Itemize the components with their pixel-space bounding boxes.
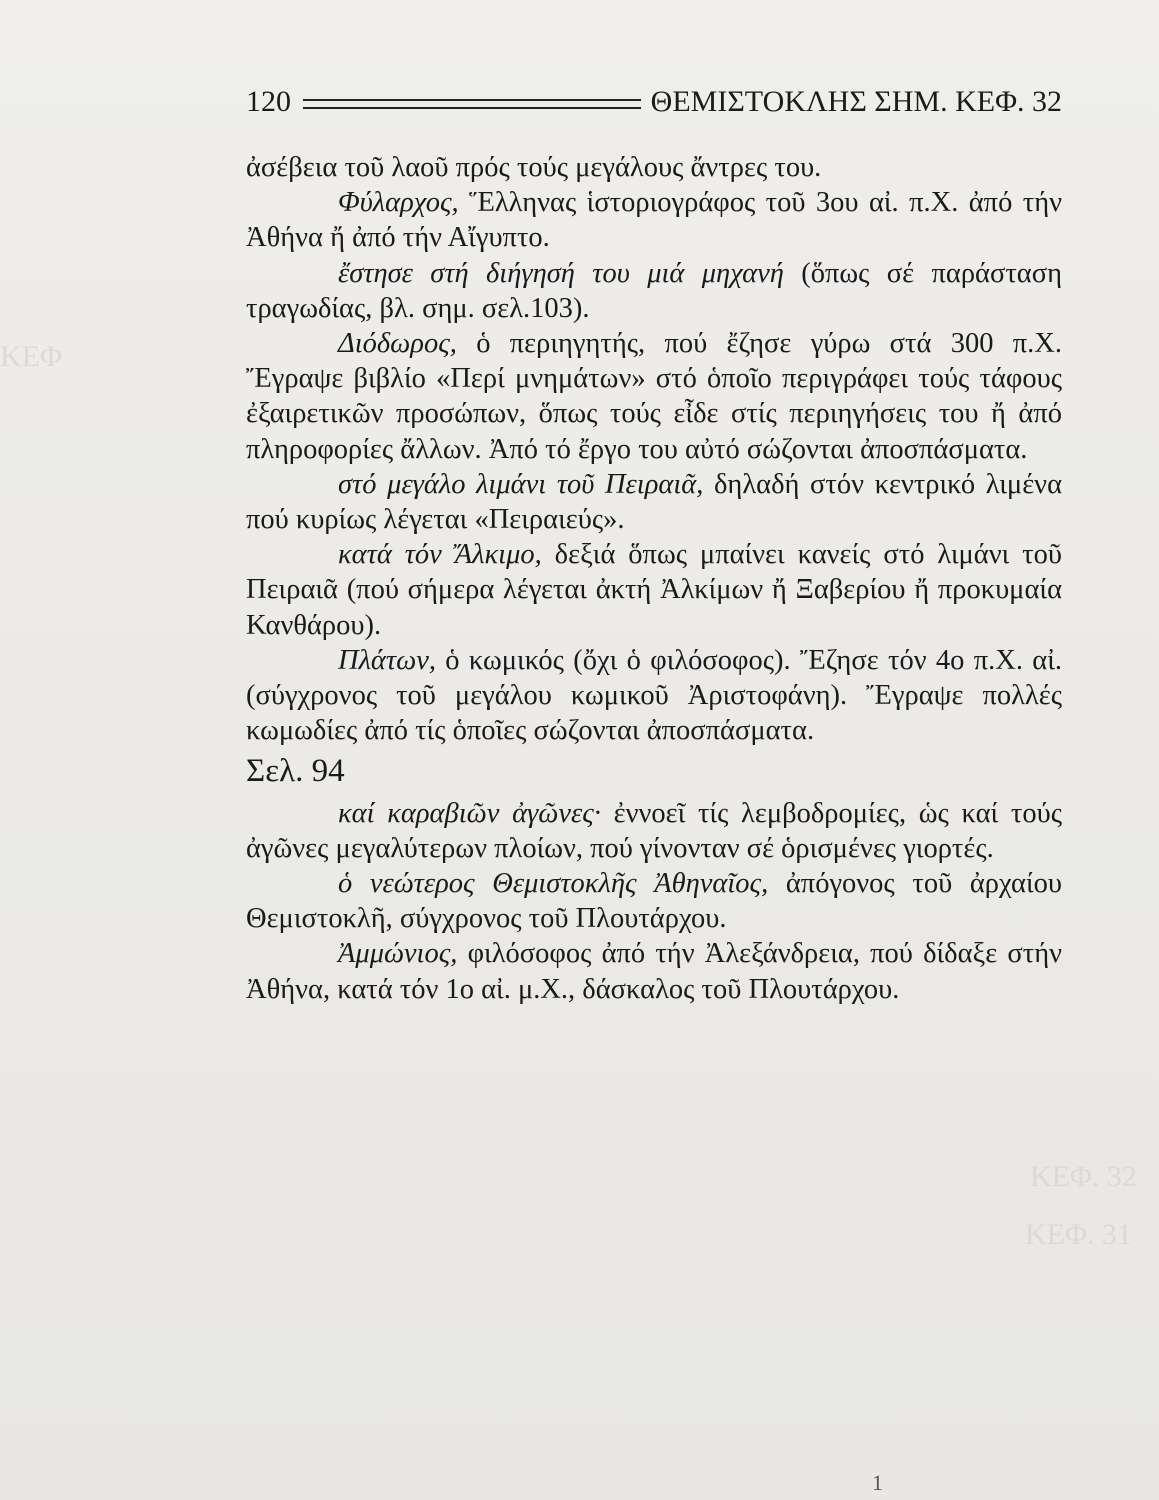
paragraph: Ἀμμώνιος, φιλόσοφος ἀπό τήν Ἀλεξάνδρεια, πού δίδαξε στήν Ἀθήνα, κατά τόν 1ο αἰ. μ.Χ., δάσκαλος τοῦ Πλουτάρχου. (246, 938, 1062, 1005)
lemma: κατά τόν Ἄλκιμο, (338, 539, 542, 571)
header-rule (303, 99, 641, 109)
lemma: ὁ νεώτερος Θεμιστοκλῆς Ἀθηναῖος, (338, 868, 769, 900)
paragraph: κατά τόν Ἄλκιμο, δεξιά ὅπως μπαίνει κανείς στό λιμάνι τοῦ Πειραιᾶ (πού σήμερα λέγεται ἀκτή Ἀλκίμων ἤ Ξαβερίου ἤ προκυμαία Κανθάρου). (246, 539, 1062, 641)
bleed-through-mark-right-1: ΚΕΦ. 32 (1030, 1160, 1137, 1193)
paragraph: Πλάτων, ὁ κωμικός (ὄχι ὁ φιλόσοφος). Ἔζησε τόν 4ο π.Χ. αἰ. (σύγχρονος τοῦ μεγάλου κωμικοῦ Ἀριστοφάνη). Ἔγραψε πολλές κωμωδίες ἀπό τίς ὁποῖες σώζονται ἀποσπάσματα. (246, 644, 1062, 747)
running-header (246, 82, 1062, 122)
lemma: καί καραβιῶν ἀγῶνες· (338, 797, 601, 829)
paragraph: στό μεγάλο λιμάνι τοῦ Πειραιᾶ, δηλαδή στόν κεντρικό λιμένα πού κυρίως λέγεται «Πειραιεύς». (246, 468, 1062, 536)
section-heading: Σελ. 94 (246, 753, 345, 790)
paragraph: Φύλαρχος, Ἕλληνας ἱστοριογράφος τοῦ 3ου αἰ. π.Χ. ἀπό τήν Ἀθήνα ἤ ἀπό τήν Αἴγυπτο. (246, 187, 1062, 254)
lemma: Ἀμμώνιος, (338, 938, 458, 970)
corner-mark: 1 (872, 1470, 883, 1495)
paragraph: ἀσέβεια τοῦ λαοῦ πρός τούς μεγάλους ἄντρες του. (246, 152, 822, 183)
lemma: Διόδωρος, (338, 328, 457, 360)
paragraph: Διόδωρος, ὁ περιηγητής, πού ἔζησε γύρω στά 300 π.Χ. Ἔγραψε βιβλίο «Περί μνημάτων» στό ὁποῖο περιγράφει τούς τάφους ἐξαιρετικῶν προσώπων, ὅπως τούς εἶδε στίς περιηγήσεις του ἤ ἀπό πληροφορίες ἄλλων. Ἀπό τό ἔργο του αὐτό σώζονται ἀποσπάσματα. (246, 328, 1062, 465)
paragraph: ὁ νεώτερος Θεμιστοκλῆς Ἀθηναῖος, ἀπόγονος τοῦ ἀρχαίου Θεμιστοκλῆ, σύγχρονος τοῦ Πλουτάρχου. (246, 868, 1062, 935)
bleed-through-mark-right-2: ΚΕΦ. 31 (1025, 1218, 1132, 1251)
page-number: 120 (246, 85, 291, 118)
lemma: στό μεγάλο λιμάνι τοῦ Πειραιᾶ, (338, 468, 704, 500)
lemma: Φύλαρχος, (338, 187, 459, 219)
body-text (246, 150, 1062, 1007)
bleed-through-mark-left: ΚΕΦ (0, 340, 62, 373)
lemma: ἔστησε στή διήγησή του μιά μηχανή (338, 257, 784, 289)
lemma: Πλάτων, (338, 644, 436, 676)
paragraph: ἔστησε στή διήγησή του μιά μηχανή (ὅπως σέ παράσταση τραγωδίας, βλ. σημ. σελ.103). (246, 257, 1062, 324)
paragraph: καί καραβιῶν ἀγῶνες· ἐννοεῖ τίς λεμβοδρομίες, ὡς καί τούς ἀγῶνες μεγαλύτερων πλοίων, πού γίνονταν σέ ὁρισμένες γιορτές. (246, 797, 1062, 864)
running-title: ΘΕΜΙΣΤΟΚΛΗΣ ΣΗΜ. ΚΕΦ. 32 (650, 85, 1062, 118)
